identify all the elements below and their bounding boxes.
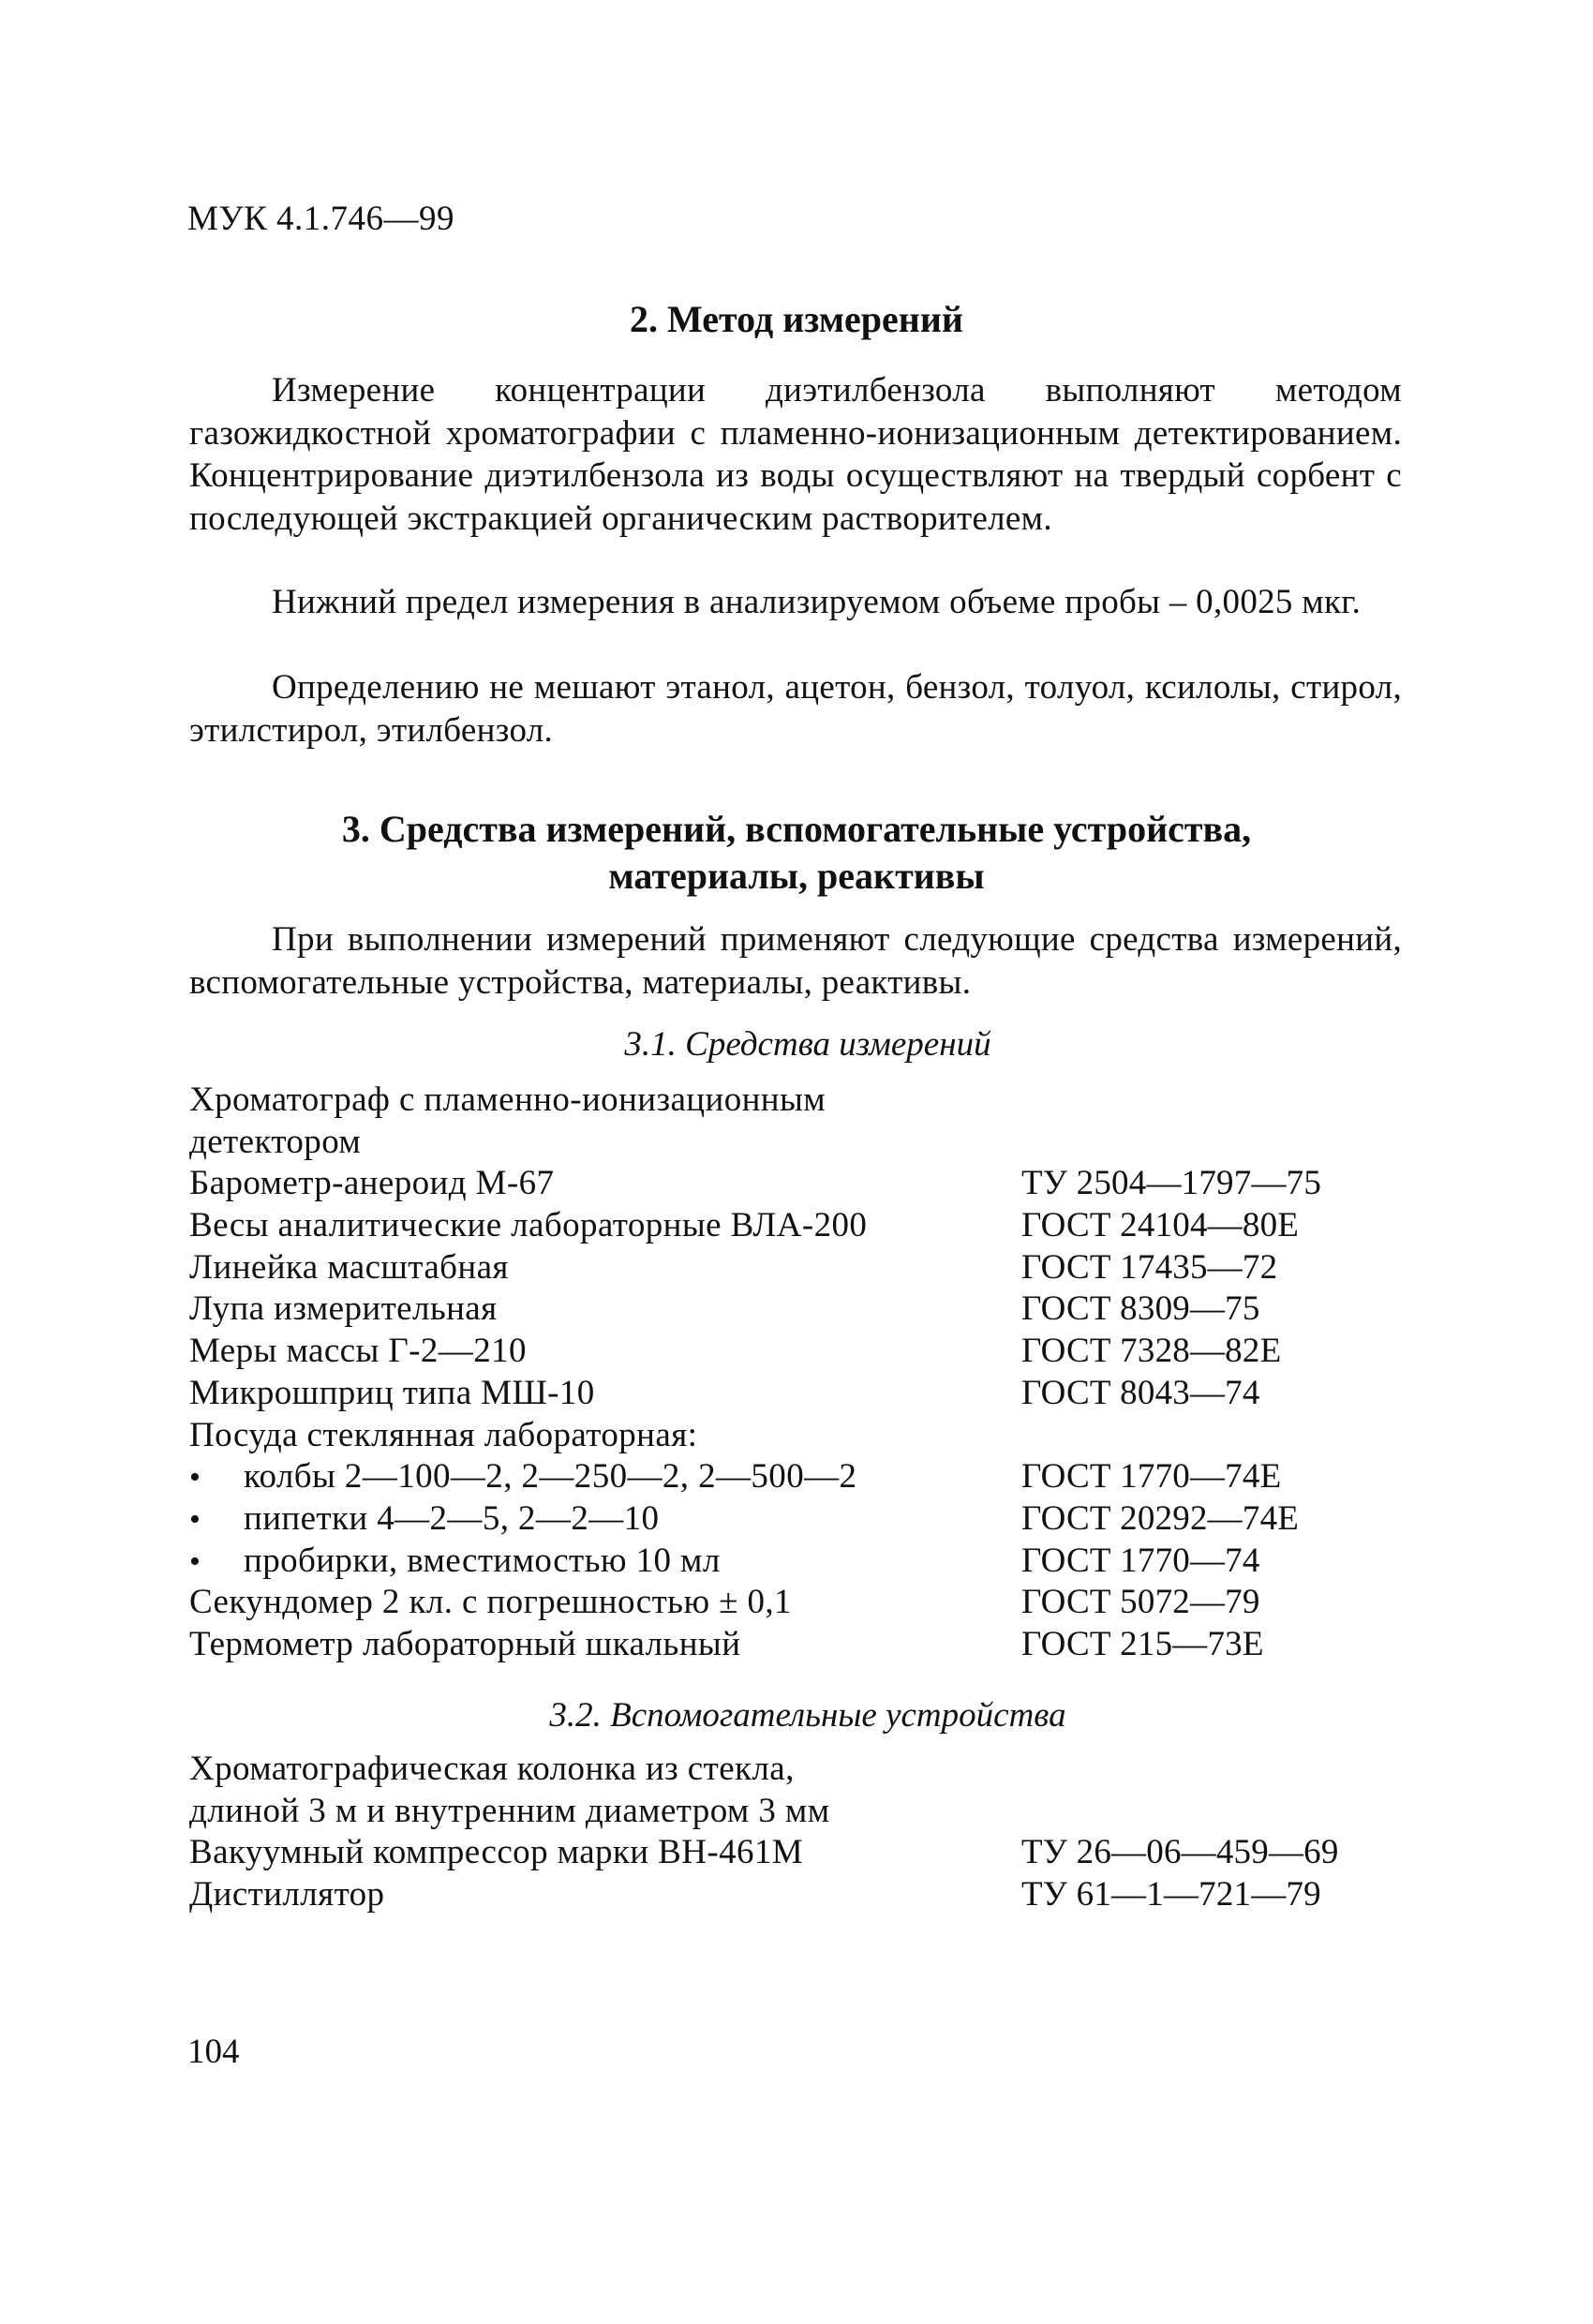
item-name: Хроматограф с пламенно-ионизационным — [189, 1080, 826, 1119]
section-3-title-line-1: 3. Средства измерений, вспомогательные устройства, — [341, 808, 1252, 850]
list-item — [189, 1080, 1407, 1122]
bullet-icon: • — [189, 1501, 201, 1537]
item-name: Вакуумный компрессор марки ВН-461М — [189, 1833, 804, 1872]
list-item — [189, 1832, 1407, 1874]
section-3-title — [0, 806, 1593, 900]
list-item — [189, 1874, 1407, 1916]
list-item — [189, 1582, 1407, 1624]
measurement-instruments-list — [189, 1080, 1407, 1666]
section-3-intro: При выполнении измерений применяют следующие средства измерений, вспомогательные устройства, материалы, реактивы. — [189, 920, 1402, 1002]
item-name: Весы аналитические лабораторные ВЛА-200 — [189, 1206, 868, 1245]
item-name: пробирки, вместимостью 10 мл — [244, 1541, 721, 1580]
list-item — [189, 1247, 1407, 1289]
list-item — [189, 1624, 1407, 1666]
item-name: Хроматографическая колонка из стекла, — [189, 1750, 795, 1788]
item-name: Секундомер 2 кл. с погрешностью ± 0,1 — [189, 1583, 792, 1622]
item-name: Микрошприц типа МШ-10 — [189, 1373, 595, 1412]
bullet-icon: • — [189, 1460, 201, 1496]
section-2-paragraph-1: Измерение концентрации диэтилбензола выполняют методом газожидкостной хроматографии с пламенно-ионизационным детектированием. Концентрирование диэтилбензола из воды осуществляют на твердый сорбент с последующей экстракцией органическим растворителем. — [189, 371, 1402, 538]
item-name: Дистиллятор — [189, 1875, 385, 1914]
item-standard: ГОСТ 17435—72 — [1021, 1247, 1278, 1287]
section-2-paragraph-2: Нижний предел измерения в анализируемом объеме пробы – 0,0025 мкг. — [272, 583, 1362, 621]
list-item — [189, 1541, 1407, 1583]
list-item — [189, 1415, 1407, 1457]
section-2-title: 2. Метод измерений — [630, 298, 963, 340]
bullet-icon: • — [189, 1543, 201, 1579]
subsection-3-1-title: 3.1. Средства измерений — [624, 1025, 991, 1064]
item-standard: ГОСТ 7328—82Е — [1021, 1332, 1282, 1371]
item-name: длиной 3 м и внутренним диаметром 3 мм — [189, 1791, 830, 1830]
item-standard: ГОСТ 20292—74Е — [1021, 1498, 1300, 1538]
document-code: МУК 4.1.746—99 — [187, 200, 455, 238]
item-name: Термометр лабораторный шкальный — [189, 1624, 741, 1663]
item-name-wrap — [189, 1456, 856, 1499]
item-name: Меры массы Г-2—210 — [189, 1332, 527, 1371]
item-name: Линейка масштабная — [189, 1247, 509, 1287]
item-standard: ГОСТ 215—73Е — [1021, 1624, 1264, 1663]
item-standard: ТУ 2504—1797—75 — [1021, 1164, 1322, 1203]
item-name-wrap — [189, 1498, 659, 1542]
item-standard: ТУ 61—1—721—79 — [1021, 1875, 1321, 1914]
item-standard: ГОСТ 24104—80Е — [1021, 1206, 1300, 1245]
list-item — [189, 1456, 1407, 1498]
list-item — [189, 1749, 1407, 1791]
list-item — [189, 1205, 1407, 1247]
list-item — [189, 1331, 1407, 1373]
auxiliary-devices-list — [189, 1749, 1407, 1916]
section-2-paragraph-3: Определению не мешают этанол, ацетон, бензол, толуол, ксилолы, стирол, этилстирол, этилбензол. — [189, 668, 1402, 750]
section-3-title-line-2: материалы, реактивы — [608, 855, 985, 897]
item-name: Посуда стеклянная лабораторная: — [189, 1415, 698, 1454]
list-item — [189, 1373, 1407, 1415]
list-item — [189, 1289, 1407, 1331]
list-item — [189, 1163, 1407, 1205]
page-number: 104 — [187, 2033, 240, 2071]
item-name: пипетки 4—2—5, 2—2—10 — [244, 1498, 660, 1538]
item-standard: ГОСТ 1770—74 — [1021, 1541, 1260, 1580]
item-name: Лупа измерительная — [189, 1289, 498, 1329]
item-name: детектором — [189, 1122, 362, 1161]
item-standard: ГОСТ 1770—74Е — [1021, 1457, 1282, 1497]
item-standard: ГОСТ 8043—74 — [1021, 1373, 1260, 1412]
list-item — [189, 1122, 1407, 1164]
list-item — [189, 1791, 1407, 1833]
subsection-3-2-title: 3.2. Вспомогательные устройства — [549, 1696, 1066, 1735]
item-name-wrap — [189, 1541, 721, 1584]
item-standard: ГОСТ 8309—75 — [1021, 1289, 1260, 1329]
item-standard: ГОСТ 5072—79 — [1021, 1583, 1260, 1622]
item-standard: ТУ 26—06—459—69 — [1021, 1833, 1339, 1872]
item-name: Барометр-анероид М-67 — [189, 1164, 555, 1203]
list-item — [189, 1498, 1407, 1541]
item-name: колбы 2—100—2, 2—250—2, 2—500—2 — [244, 1457, 857, 1497]
